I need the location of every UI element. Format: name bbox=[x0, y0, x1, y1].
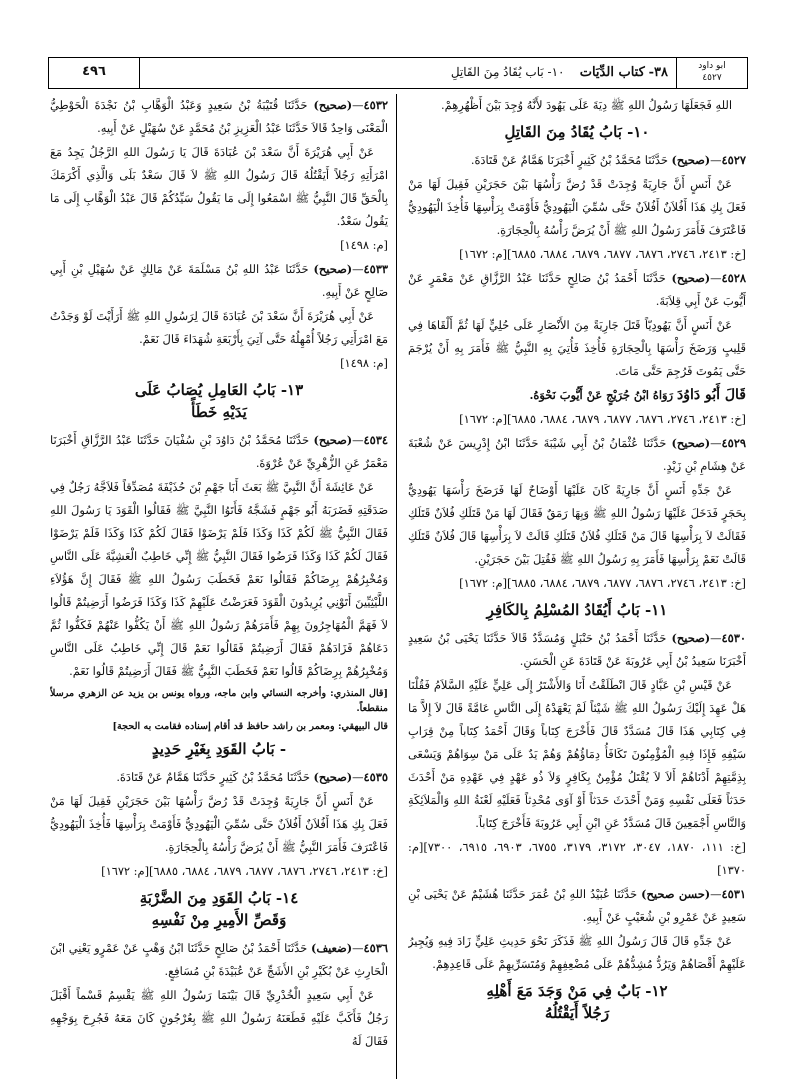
hadith-4529-text: عَنْ جَدِّهِ أَنَسٍ أَنَّ جَارِيَةً كَانَ عَلَيْهَا أَوْضَاحٌ لَهَا فَرَضَخَ رَأْسَهَا يَهُودِيٌّ بِحَجَرٍ فَدَخَلَ عَلَيْهَا رَسُولُ اللهِ ﷺ وَبِهَا رَمَقٌ فَقَالَ لَهَا مَنْ قَتَلَكِ فُلاَنٌ قَتَلَكِ فَقَالَتْ لاَ بِرَأْسِهَا قَالَ مَنْ قَتَلَكِ فُلاَنٌ قَتَلَكِ قَالَتْ لاَ بِرَأْسِهَا قَالَ فُلاَنٌ قَتَلَكِ قَالَتْ نَعَمْ بِرَأْسِهَا فَأَمَرَ بِهِ رَسُولُ اللهِ ﷺ فَقُتِلَ بَيْنَ حَجَرَيْنِ. bbox=[408, 483, 746, 566]
hadith-4533-reference: [م: ١٤٩٨] bbox=[340, 356, 388, 370]
abu-dawud-comment bbox=[408, 384, 746, 407]
hadith-number: ٤٥٣٥ bbox=[363, 770, 388, 784]
hadith-number: ٤٥٢٩ bbox=[721, 436, 746, 450]
chapter-heading-13-line2: يَدَيْهِ خَطَأً bbox=[191, 403, 247, 421]
chapter-heading-13 bbox=[50, 379, 388, 423]
chapter-heading-13-line1: ١٣- بَابُ العَامِلِ يُصَابُ عَلَى bbox=[134, 381, 304, 399]
hadith-4533-text: عَنْ أَبِي هُرَيْرَةَ أَنَّ سَعْدَ بْنَ عُبَادَةَ قَالَ لِرَسُولِ اللهِ ﷺ أَرَأَيْتَ لَوْ وَجَدْتُ مَعَ امْرَأَتِي رَجُلاً أُمْهِلُهُ حَتَّى آتِيَ بِأَرْبَعَةِ شُهَدَاءَ قَالَ نَعَمْ. bbox=[50, 309, 388, 346]
hadith-grade: (صحيح) bbox=[313, 433, 353, 447]
footnote-bayhaqi: قال البيهقي: ومعمر بن راشد حافظ قد أقام إسناده فقامت به الحجة] bbox=[112, 721, 388, 732]
hadith-4527-reference: [خ: ٢٤١٣، ٢٧٤٦، ٦٨٧٦، ٦٨٧٧، ٦٨٧٩، ٦٨٨٤، ٦٨٨٥][م: ١٦٧٢] bbox=[459, 247, 746, 261]
hadith-number: ٤٥٣٦ bbox=[363, 941, 388, 955]
header-chapter-title bbox=[140, 58, 676, 88]
chapter-heading-14-line1: ١٤- بَابُ القَوَدِ مِنَ الضَّرْبَةِ bbox=[139, 889, 299, 907]
hadith-grade: (صحيح) bbox=[313, 770, 353, 784]
hadith-4530-isnad: ٤٥٣٠—(صحيح) حَدَّثَنَا أَحْمَدُ بْنُ حَنْبَلٍ وَمُسَدَّدٌ قَالاَ حَدَّثَنَا يَحْيَى بْنُ سَعِيدٍ أَخْبَرَنَا سَعِيدُ بْنُ أَبِي عَرُوبَةَ عَنْ قَتَادَةَ عَنِ الْحَسَنِ. bbox=[408, 631, 746, 668]
abu-dawud-text: رَوَاهُ ابْنُ جُرَيْجٍ عَنْ أَيُّوبَ نَحْوَهُ. bbox=[529, 388, 674, 402]
chapter-heading-10: ١٠- بَابُ يُقَادُ مِنَ القَاتِلِ bbox=[504, 123, 650, 141]
hadith-4533-isnad: ٤٥٣٣—(صحيح) حَدَّثَنَا عَبْدُ اللهِ بْنُ مَسْلَمَةَ عَنْ مَالِكٍ عَنْ سُهَيْلِ بْنِ أَبِي صَالِحٍ عَنْ أَبِيهِ. bbox=[50, 262, 388, 299]
header-hadith-number: ٤٥٢٧ bbox=[702, 73, 722, 83]
isnad-text: حَدَّثَنَا قُتَيْبَةُ بْنُ سَعِيدٍ وَعَبْدُ الْوَهَّابِ بْنُ نَجْدَةَ الْحَوْطِيُّ الْمَعْنَى وَاحِدٌ قَالاَ حَدَّثَنَا عَبْدُ الْعَزِيزِ بْنُ مُحَمَّدٍ عَنْ سُهَيْلٍ عَنْ أَبِيهِ. bbox=[50, 98, 388, 135]
hadith-4532-isnad: ٤٥٣٢—(صحيح) حَدَّثَنَا قُتَيْبَةُ بْنُ سَعِيدٍ وَعَبْدُ الْوَهَّابِ بْنُ نَجْدَةَ الْحَوْطِيُّ الْمَعْنَى وَاحِدٌ قَالاَ حَدَّثَنَا عَبْدُ الْعَزِيزِ بْنُ مُحَمَّدٍ عَنْ سُهَيْلٍ عَنْ أَبِيهِ. bbox=[50, 98, 388, 135]
hadith-4531-text: عَنْ جَدِّهِ قَالَ قَالَ رَسُولُ اللهِ ﷺ فَذَكَرَ نَحْوَ حَدِيثِ عَلِيٍّ زَادَ فِيهِ وَيُجِيرُ عَلَيْهِمْ أَقْصَاهُمْ وَيَرُدُّ مُشِدُّهُمْ عَلَى مُضْعِفِهِمْ وَمُتَسَرِّيهِمْ عَلَى قَاعِدِهِمْ. bbox=[408, 934, 746, 971]
hadith-4527-isnad: ٤٥٢٧—(صحيح) حَدَّثَنَا مُحَمَّدُ بْنُ كَثِيرٍ أَخْبَرَنَا هَمَّامٌ عَنْ قَتَادَةَ. bbox=[470, 153, 746, 167]
isnad-text: حَدَّثَنَا أَحْمَدُ بْنُ صَالِحٍ حَدَّثَنَا ابْنُ وَهْبٍ عَنْ عَمْرٍو يَعْنِي ابْنَ الْحَارِثِ عَنْ بُكَيْرِ بْنِ الأَشَجِّ عَنْ عُبَيْدَةَ بْنِ مُسَافِعٍ. bbox=[50, 941, 388, 978]
hadith-grade: (ضعيف) bbox=[310, 941, 353, 955]
hadith-grade: (صحيح) bbox=[671, 631, 711, 645]
hadith-4531-isnad: ٤٥٣١—(حسن صحيح) حَدَّثَنَا عُبَيْدُ اللهِ بْنُ عُمَرَ حَدَّثَنَا هُشَيْمٌ عَنْ يَحْيَى بْنِ سَعِيدٍ عَنْ عَمْرِو بْنِ شُعَيْبٍ عَنْ أَبِيهِ. bbox=[408, 887, 746, 924]
hadith-grade: (صحيح) bbox=[313, 262, 353, 276]
continued-text: اللهِ فَجَعَلَهَا رَسُولُ اللهِ ﷺ دِيَةَ عَلَى يَهُودَ لأَنَّهُ وُجِدَ بَيْنَ أَظْهُرِهِمْ. bbox=[441, 98, 732, 112]
hadith-grade: (حسن صحيح) bbox=[641, 887, 711, 901]
isnad-text: حَدَّثَنَا أَحْمَدُ بْنُ حَنْبَلٍ وَمُسَدَّدٌ قَالاَ حَدَّثَنَا يَحْيَى بْنُ سَعِيدٍ أَخْبَرَنَا سَعِيدُ بْنُ أَبِي عَرُوبَةَ عَنْ قَتَادَةَ عَنِ الْحَسَنِ. bbox=[408, 631, 746, 668]
isnad-text: حَدَّثَنَا عَبْدُ اللهِ بْنُ مَسْلَمَةَ عَنْ مَالِكٍ عَنْ سُهَيْلِ بْنِ أَبِي صَالِحٍ عَنْ أَبِيهِ. bbox=[50, 262, 388, 299]
hadith-4532-text: عَنْ أَبِي هُرَيْرَةَ أَنَّ سَعْدَ بْنَ عُبَادَةَ قَالَ يَا رَسُولَ اللهِ الرَّجُلُ يَجِدُ مَعَ امْرَأَتِهِ رَجُلاً أَيَقْتُلُهُ قَالَ رَسُولُ اللهِ ﷺ لاَ قَالَ سَعْدٌ بَلَى وَالَّذِي أَكْرَمَكَ بِالْحَقِّ قَالَ النَّبِيُّ ﷺ اسْمَعُوا إِلَى مَا يَقُولُ سَيِّدُكُمْ قَالَ عَبْدُ الْوَهَّابِ إِلَى مَا يَقُولُ سَعْدٌ. bbox=[50, 145, 388, 228]
chapter-heading-14-line2: وَقَصِّ الأَمِيرِ مِنْ نَفْسِهِ bbox=[151, 911, 287, 929]
isnad-text: حَدَّثَنَا عُبَيْدُ اللهِ بْنُ عُمَرَ حَدَّثَنَا هُشَيْمٌ عَنْ يَحْيَى بْنِ سَعِيدٍ عَنْ عَمْرِو بْنِ شُعَيْبٍ عَنْ أَبِيهِ. bbox=[408, 887, 746, 924]
isnad-text: حَدَّثَنَا مُحَمَّدُ بْنُ كَثِيرٍ حَدَّثَنَا هَمَّامٌ عَنْ قَتَادَةَ. bbox=[116, 770, 310, 784]
hadith-4530-reference: [خ: ١١١، ١٨٧٠، ٣٠٤٧، ٣١٧٢، ٣١٧٩، ٦٧٥٥، ٦٩٠٣، ٦٩١٥، ٧٣٠٠][م: ١٣٧٠] bbox=[408, 840, 746, 877]
chapter-heading-12-line1: ١٢- بَابٌ فِي مَنْ وَجَدَ مَعَ أَهْلِهِ bbox=[486, 982, 668, 1000]
isnad-text: حَدَّثَنَا مُحَمَّدُ بْنُ دَاوُدَ بْنِ سُفْيَانَ حَدَّثَنَا عَبْدُ الرَّزَّاقِ أَخْبَرَنَا مَعْمَرٌ عَنِ الزُّهْرِيِّ عَنْ عُرْوَةَ. bbox=[50, 433, 388, 470]
hadith-number: ٤٥٣٢ bbox=[363, 98, 388, 112]
hadith-grade: (صحيح) bbox=[313, 98, 353, 112]
hadith-number: ٤٥٣٠ bbox=[721, 631, 746, 645]
hadith-4534-text: عَنْ عَائِشَةَ أَنَّ النَّبِيَّ ﷺ بَعَثَ أَبَا جَهْمِ بْنَ حُذَيْفَةَ مُصَدِّقاً فَلاَجَّهُ رَجُلٌ فِي صَدَقَتِهِ فَضَرَبَهُ أَبُو جَهْمٍ فَشَجَّهُ فَأَتَوُا النَّبِيَّ ﷺ فَقَالُوا الْقَوَدَ يَا رَسُولَ اللهِ فَقَالَ النَّبِيُّ ﷺ لَكُمْ كَذَا وَكَذَا فَلَمْ يَرْضَوْا فَقَالَ لَكُمْ كَذَا وَكَذَا فَلَمْ يَرْضَوْا فَقَالَ لَكُمْ كَذَا وَكَذَا فَرَضُوا فَقَالَ النَّبِيُّ ﷺ إِنِّي خَاطِبٌ الْعَشِيَّةَ عَلَى النَّاسِ وَمُخْبِرُهُمْ بِرِضَاكُمْ فَقَالُوا نَعَمْ فَخَطَبَ رَسُولُ اللهِ ﷺ فَقَالَ إِنَّ هَؤُلاَءِ اللَّيْثِيِّينَ أَتَوْنِي يُرِيدُونَ الْقَوَدَ فَعَرَضْتُ عَلَيْهِمْ كَذَا وَكَذَا فَرَضُوا أَرَضِيتُمْ قَالُوا لاَ فَهَمَّ الْمُهَاجِرُونَ بِهِمْ فَأَمَرَهُمْ رَسُولُ اللهِ ﷺ أَنْ يَكُفُّوا عَنْهُمْ فَكَفُّوا ثُمَّ دَعَاهُمْ فَزَادَهُمْ فَقَالَ أَرَضِيتُمْ فَقَالُوا نَعَمْ قَالَ إِنِّي خَاطِبٌ عَلَى النَّاسِ وَمُخْبِرُهُمْ بِرِضَاكُمْ قَالُوا نَعَمْ فَخَطَبَ النَّبِيُّ ﷺ فَقَالَ أَرَضِيتُمْ قَالُوا نَعَمْ. bbox=[50, 480, 388, 678]
hadith-grade: (صحيح) bbox=[671, 436, 711, 450]
header-book-title: كتاب الدِّيَات bbox=[579, 65, 645, 80]
hadith-number: ٤٥٣١ bbox=[721, 887, 746, 901]
hadith-4534-isnad: ٤٥٣٤—(صحيح) حَدَّثَنَا مُحَمَّدُ بْنُ دَاوُدَ بْنِ سُفْيَانَ حَدَّثَنَا عَبْدُ الرَّزَّاقِ أَخْبَرَنَا مَعْمَرٌ عَنِ الزُّهْرِيِّ عَنْ عُرْوَةَ. bbox=[50, 433, 388, 470]
header-chapter-number: ٣٨- bbox=[648, 65, 668, 80]
hadith-4528-reference: [خ: ٢٤١٣، ٢٧٤٦، ٦٨٧٦، ٦٨٧٧، ٦٨٧٩، ٦٨٨٤، ٦٨٨٥][م: ١٦٧٢] bbox=[459, 412, 746, 426]
hadith-4528-isnad: ٤٥٢٨—(صحيح) حَدَّثَنَا أَحْمَدُ بْنُ صَالِحٍ حَدَّثَنَا عَبْدُ الرَّزَّاقِ عَنْ مَعْمَرٍ عَنْ أَيُّوبَ عَنْ أَبِي قِلاَبَةَ. bbox=[408, 271, 746, 308]
hadith-4532-reference: [م: ١٤٩٨] bbox=[340, 238, 388, 252]
left-column bbox=[50, 94, 388, 1069]
hadith-number: ٤٥٢٨ bbox=[721, 271, 746, 285]
right-column bbox=[408, 94, 746, 1069]
chapter-heading-11: ١١- بَابُ أَيُقَادُ المُسْلِمُ بِالكَافِرِ bbox=[486, 601, 668, 619]
page-number: ٤٩٦ bbox=[49, 58, 140, 88]
chapter-heading-12-line2: رَجُلاً أَيَقْتُلُهُ bbox=[544, 1004, 610, 1022]
footnote-mundhiri: [قال المنذري: وأخرجه النسائي وابن ماجه، ورواه يونس بن يزيد عن الزهري مرسلاً منقطعاً. bbox=[50, 688, 388, 714]
isnad-text: حَدَّثَنَا أَحْمَدُ بْنُ صَالِحٍ حَدَّثَنَا عَبْدُ الرَّزَّاقِ عَنْ مَعْمَرٍ عَنْ أَيُّوبَ عَنْ أَبِي قِلاَبَةَ. bbox=[408, 271, 746, 308]
running-header bbox=[48, 57, 748, 89]
hadith-4527-text: عَنْ أَنَسٍ أَنَّ جَارِيَةً وُجِدَتْ قَدْ رُضَّ رَأْسُهَا بَيْنَ حَجَرَيْنِ فَقِيلَ لَهَا مَنْ فَعَلَ بِكِ هَذَا أَفُلاَنٌ أَفُلاَنٌ حَتَّى سُمِّيَ الْيَهُودِيُّ فَأَوْمَتْ بِرَأْسِهَا فَأُخِذَ الْيَهُودِيُّ فَاعْتَرَفَ فَأَمَرَ رَسُولُ اللهِ ﷺ أَنْ يُرَضَّ رَأْسُهُ بِالْحِجَارَةِ. bbox=[408, 177, 746, 237]
hadith-number: ٤٥٣٣ bbox=[363, 262, 388, 276]
hadith-number: ٤٥٣٤ bbox=[363, 433, 388, 447]
chapter-heading-qawad: - بَابُ القَوَدِ بِغَيْرِ حَدِيدٍ bbox=[151, 740, 287, 758]
isnad-text: حَدَّثَنَا عُثْمَانُ بْنُ أَبِي شَيْبَةَ حَدَّثَنَا ابْنُ إِدْرِيسَ عَنْ شُعْبَةَ عَنْ هِشَامِ بْنِ زَيْدٍ. bbox=[408, 436, 746, 473]
hadith-4530-text: عَنْ قَيْسِ بْنِ عَبَّادٍ قَالَ انْطَلَقْتُ أَنَا وَالأَشْتَرُ إِلَى عَلِيٍّ عَلَيْهِ السَّلاَمُ فَقُلْنَا هَلْ عَهِدَ إِلَيْكَ رَسُولُ اللهِ ﷺ شَيْئاً لَمْ يَعْهَدْهُ إِلَى النَّاسِ عَامَّةً قَالَ لاَ إِلاَّ مَا فِي كِتَابِي هَذَا قَالَ مُسَدَّدٌ قَالَ فَأَخْرَجَ كِتَاباً وَقَالَ أَحْمَدُ كِتَاباً مِنْ قِرَابِ سَيْفِهِ فَإِذَا فِيهِ الْمُؤْمِنُونَ تَكَافَأُ دِمَاؤُهُمْ وَهُمْ يَدٌ عَلَى مَنْ سِوَاهُمْ وَيَسْعَى بِذِمَّتِهِمْ أَدْنَاهُمْ أَلاَ لاَ يُقْتَلُ مُؤْمِنٌ بِكَافِرٍ وَلاَ ذُو عَهْدٍ فِي عَهْدِهِ مَنْ أَحْدَثَ حَدَثاً فَعَلَى نَفْسِهِ وَمَنْ أَحْدَثَ حَدَثاً أَوْ آوَى مُحْدِثاً فَعَلَيْهِ لَعْنَةُ اللهِ وَالْمَلاَئِكَةِ وَالنَّاسِ أَجْمَعِينَ قَالَ مُسَدَّدٌ عَنِ ابْنِ أَبِي عَرُوبَةَ فَأَخْرَجَ كِتَاباً. bbox=[408, 678, 746, 830]
hadith-4529-reference: [خ: ٢٤١٣، ٢٧٤٦، ٦٨٧٦، ٦٨٧٧، ٦٨٧٩، ٦٨٨٤، ٦٨٨٥][م: ١٦٧٢] bbox=[459, 576, 746, 590]
abu-dawud-label: قَالَ أَبُو دَاوُدَ bbox=[676, 387, 746, 403]
chapter-heading-14 bbox=[50, 887, 388, 931]
isnad-text: حَدَّثَنَا مُحَمَّدُ بْنُ كَثِيرٍ أَخْبَرَنَا هَمَّامٌ عَنْ قَتَادَةَ. bbox=[470, 153, 668, 167]
header-book-name: ابو داود bbox=[698, 61, 726, 71]
hadith-number: ٤٥٢٧ bbox=[721, 153, 746, 167]
header-section-title: ١٠- بَاب يُقَادُ مِنَ القَاتِلِ bbox=[450, 65, 565, 79]
hadith-grade: (صحيح) bbox=[671, 153, 711, 167]
header-reference-box bbox=[676, 58, 747, 88]
hadith-4535-reference: [خ: ٢٤١٣، ٢٧٤٦، ٦٨٧٦، ٦٨٧٧، ٦٨٧٩، ٦٨٨٤، ٦٨٨٥][م: ١٦٧٢] bbox=[101, 864, 388, 878]
hadith-4535-text: عَنْ أَنَسٍ أَنَّ جَارِيَةً وُجِدَتْ قَدْ رُضَّ رَأْسُهَا بَيْنَ حَجَرَيْنِ فَقِيلَ لَهَا مَنْ فَعَلَ بِكِ هَذَا أَفُلاَنٌ أَفُلاَنٌ حَتَّى سُمِّيَ الْيَهُودِيُّ فَأَوْمَتْ بِرَأْسِهَا فَأُخِذَ الْيَهُودِيُّ فَاعْتَرَفَ فَأَمَرَ النَّبِيُّ ﷺ أَنْ يُرَضَّ رَأْسُهُ بِالْحِجَارَةِ. bbox=[50, 794, 388, 854]
hadith-4528-text: عَنْ أَنَسٍ أَنَّ يَهُودِيّاً قَتَلَ جَارِيَةً مِنَ الأَنْصَارِ عَلَى حُلِيٍّ لَهَا ثُمَّ أَلْقَاهَا فِي قَلِيبٍ وَرَضَخَ رَأْسَهَا بِالْحِجَارَةِ فَأُخِذَ فَأُتِيَ بِهِ النَّبِيُّ ﷺ فَأَمَرَ بِهِ أَنْ يُرْجَمَ حَتَّى يَمُوتَ فَرُجِمَ حَتَّى مَاتَ. bbox=[408, 318, 746, 378]
hadith-grade: (صحيح) bbox=[671, 271, 711, 285]
hadith-4529-isnad: ٤٥٢٩—(صحيح) حَدَّثَنَا عُثْمَانُ بْنُ أَبِي شَيْبَةَ حَدَّثَنَا ابْنُ إِدْرِيسَ عَنْ شُعْبَةَ عَنْ هِشَامِ بْنِ زَيْدٍ. bbox=[408, 436, 746, 473]
hadith-4536-isnad: ٤٥٣٦—(ضعيف) حَدَّثَنَا أَحْمَدُ بْنُ صَالِحٍ حَدَّثَنَا ابْنُ وَهْبٍ عَنْ عَمْرٍو يَعْنِي ابْنَ الْحَارِثِ عَنْ بُكَيْرِ بْنِ الأَشَجِّ عَنْ عُبَيْدَةَ بْنِ مُسَافِعٍ. bbox=[50, 941, 388, 978]
chapter-heading-12 bbox=[408, 980, 746, 1024]
hadith-4536-text: عَنْ أَبِي سَعِيدٍ الْخُدْرِيِّ قَالَ بَيْنَمَا رَسُولُ اللهِ ﷺ يَقْسِمُ قَسْماً أَقْبَلَ رَجُلٌ فَأَكَبَّ عَلَيْهِ فَطَعَنَهُ رَسُولُ اللهِ ﷺ بِعُرْجُونٍ كَانَ مَعَهُ فَجُرِحَ بِوَجْهِهِ فَقَالَ لَهُ bbox=[50, 988, 388, 1048]
hadith-4535-isnad: ٤٥٣٥—(صحيح) حَدَّثَنَا مُحَمَّدُ بْنُ كَثِيرٍ حَدَّثَنَا هَمَّامٌ عَنْ قَتَادَةَ. bbox=[116, 770, 388, 784]
column-divider bbox=[396, 94, 397, 1079]
